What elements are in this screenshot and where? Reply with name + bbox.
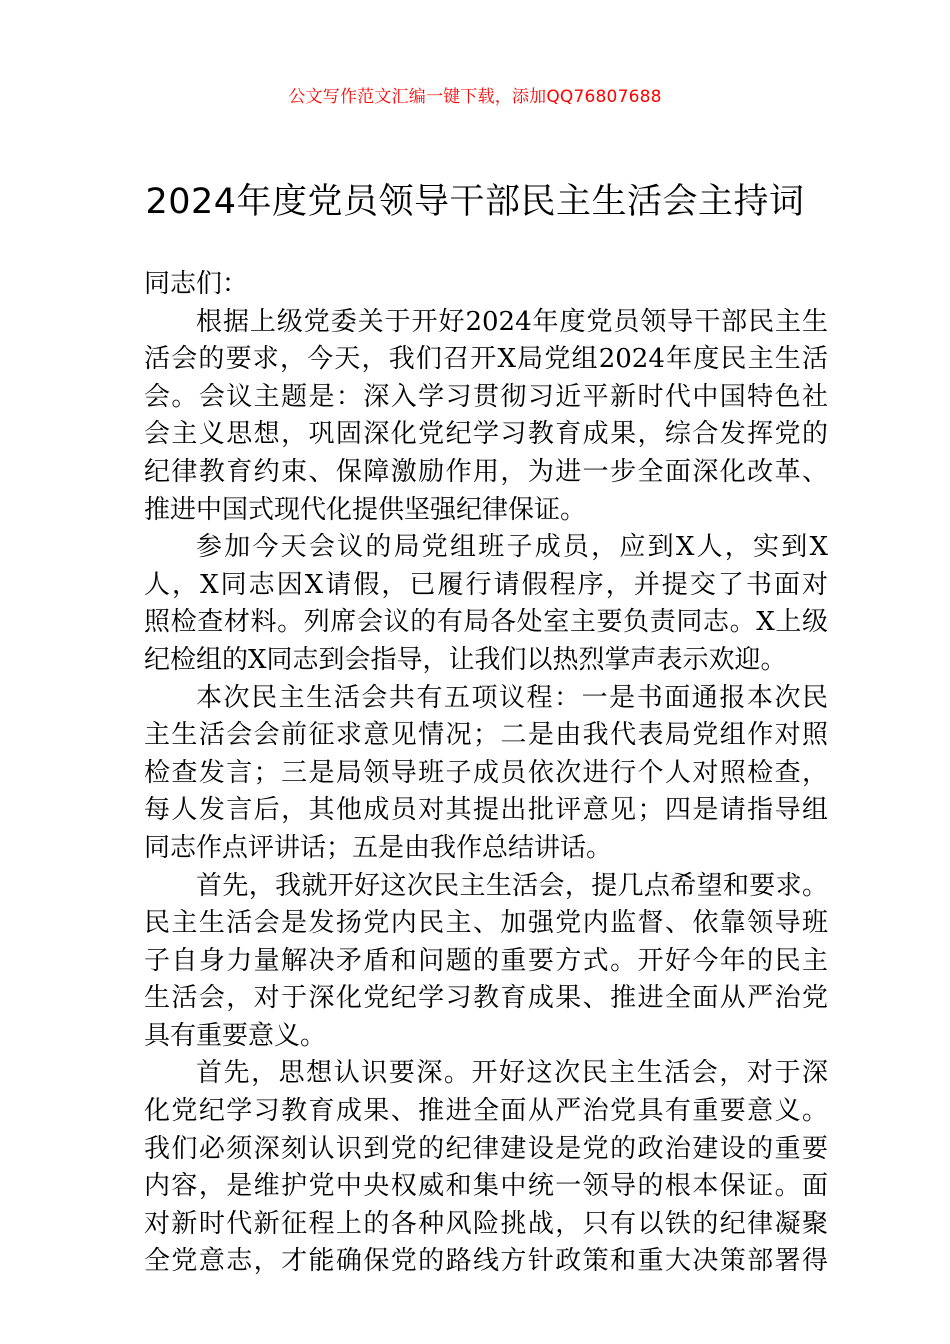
paragraph-line: 纪律教育约束、保障激励作用，为进一步全面深化改革、 [144, 456, 828, 487]
document-body [144, 266, 828, 1281]
paragraph [144, 680, 828, 868]
salutation: 同志们： [144, 269, 249, 299]
paragraph-line: 会主义思想，巩固深化党纪学习教育成果，综合发挥党的 [144, 419, 828, 450]
paragraph-line: 照检查材料。列席会议的有局各处室主要负责同志。X上级 [144, 607, 828, 638]
paragraph-line: 会。会议主题是：深入学习贯彻习近平新时代中国特色社 [144, 381, 828, 412]
paragraph-line: 活会的要求，今天，我们召开X局党组2024年度民主生活 [144, 344, 828, 375]
document-title: 2024年度党员领导干部民主生活会主持词 [145, 182, 805, 222]
paragraph-line: 我们必须深刻认识到党的纪律建设是党的政治建设的重要 [144, 1133, 828, 1164]
paragraph-line: 人，X同志因X请假，已履行请假程序，并提交了书面对 [144, 569, 828, 600]
paragraph-line: 子自身力量解决矛盾和问题的重要方式。开好今年的民主 [144, 945, 828, 976]
paragraph-line: 纪检组的X同志到会指导，让我们以热烈掌声表示欢迎。 [144, 644, 787, 675]
paragraph-line: 首先，我就开好这次民主生活会，提几点希望和要求。 [196, 870, 828, 901]
paragraph-line: 首先，思想认识要深。开好这次民主生活会，对于深 [196, 1058, 828, 1089]
paragraph-line: 每人发言后，其他成员对其提出批评意见；四是请指导组 [144, 795, 828, 826]
paragraph-line: 民主生活会是发扬党内民主、加强党内监督、依靠领导班 [144, 908, 828, 939]
paragraph [144, 1055, 828, 1281]
paragraph-line: 参加今天会议的局党组班子成员，应到X人，实到X [196, 532, 828, 563]
paragraph-line: 对新时代新征程上的各种风险挑战，只有以铁的纪律凝聚 [144, 1208, 828, 1239]
paragraph [144, 529, 828, 679]
paragraph-line: 主生活会会前征求意见情况；二是由我代表局党组作对照 [144, 720, 828, 751]
paragraph-line: 同志作点评讲话；五是由我作总结讲话。 [144, 832, 613, 863]
paragraph-line: 本次民主生活会共有五项议程：一是书面通报本次民 [196, 682, 828, 713]
paragraph-line: 生活会，对于深化党纪学习教育成果、推进全面从严治党 [144, 983, 828, 1014]
paragraph [144, 304, 828, 530]
paragraph-line: 内容，是维护党中央权威和集中统一领导的根本保证。面 [144, 1171, 828, 1202]
paragraph-line: 化党纪学习教育成果、推进全面从严治党具有重要意义。 [144, 1096, 828, 1127]
paragraph [144, 868, 828, 1056]
download-banner: 公文写作范文汇编一键下载，添加QQ76807688 [288, 87, 662, 107]
paragraph-line: 全党意志，才能确保党的路线方针政策和重大决策部署得 [144, 1246, 828, 1277]
paragraph-line: 推进中国式现代化提供坚强纪律保证。 [144, 494, 587, 525]
paragraph-line: 具有重要意义。 [144, 1020, 327, 1051]
paragraph-line: 检查发言；三是局领导班子成员依次进行个人对照检查， [144, 757, 828, 788]
paragraph-line: 根据上级党委关于开好2024年度党员领导干部民主生 [196, 306, 828, 337]
